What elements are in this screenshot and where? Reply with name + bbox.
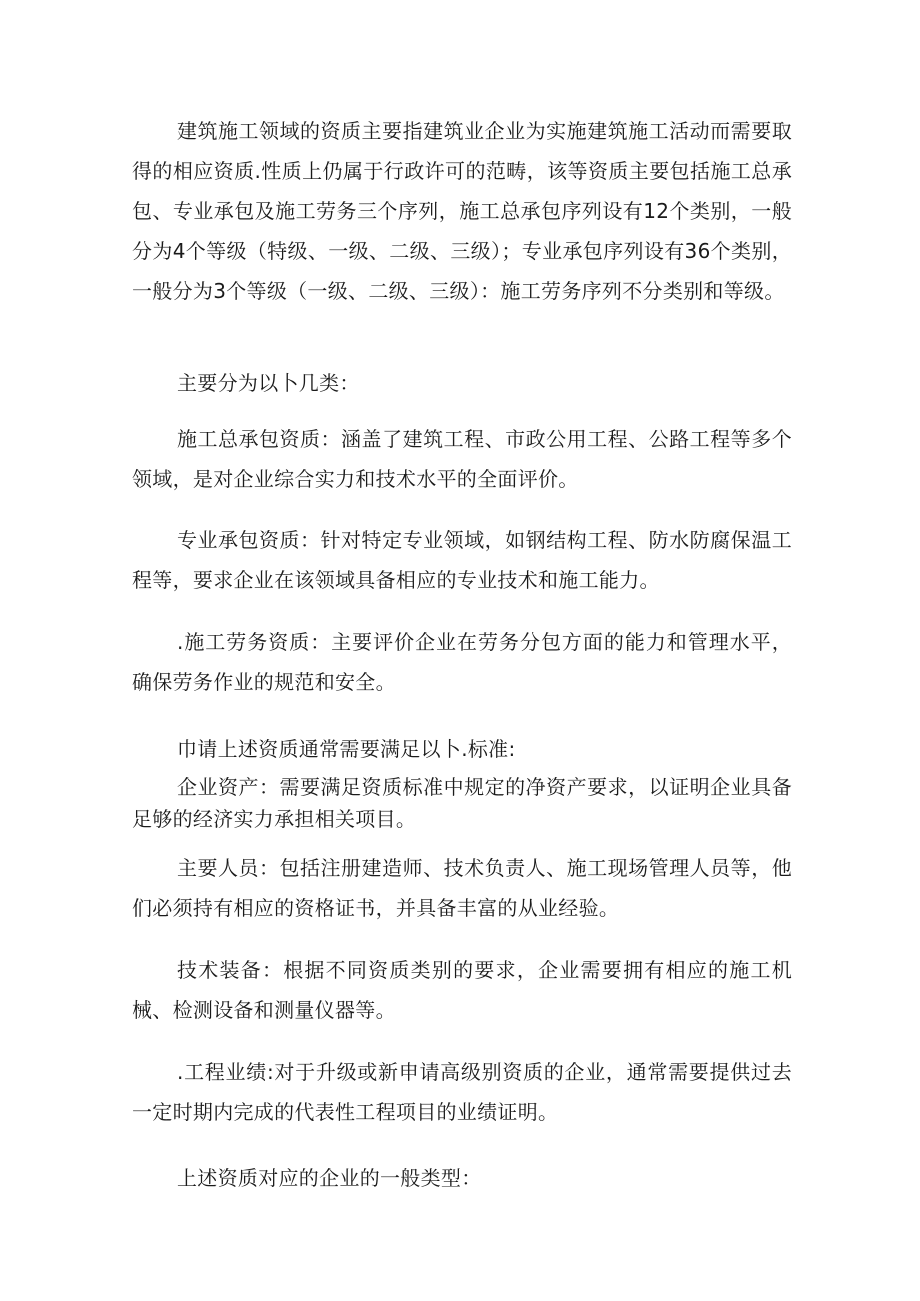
paragraph-qualification-overview: 建筑施工领域的资质主要指建筑业企业为实施建筑施工活动而需要取得的相应资质.性质上仍属于行政许可的范畴，该等资质主要包括施工总承包、专业承包及施工劳务三个序列，施工总承包序列设有12个类别，一般分为4个等级（特级、一级、二级、三级）；专业承包序列设有36个类别，一般分为3个等级（一级、二级、三级）：施工劳务序列不分类别和等级。 [132,119,792,303]
paragraph-labor-services: .施工劳务资质：主要评价企业在劳务分包方面的能力和管理水平，确保劳务作业的规范和安全。 [132,630,792,694]
paragraph-enterprise-assets: 企业资产：需要满足资质标准中规定的净资产要求，以证明企业具备足够的经济实力承担相关项目。 [132,775,792,831]
paragraph-categories-intro: 主要分为以卜几类： [177,371,360,395]
paragraph-general-contracting: 施工总承包资质：涵盖了建筑工程、市政公用工程、公路工程等多个领域，是对企业综合实力和技术水平的全面评价。 [132,427,792,491]
paragraph-technical-equipment: 技术装备：根据不同资质类别的要求，企业需要拥有相应的施工机械、检测设备和测量仪器等。 [132,958,792,1022]
paragraph-project-performance: .工程业绩:对于升级或新申请高级别资质的企业，通常需要提供过去一定时期内完成的代表性工程项目的业绩证明。 [132,1060,792,1124]
paragraph-requirements-intro: 巾请上述资质通常需要满足以卜.标准: [177,737,516,761]
paragraph-specialty-contracting: 专业承包资质：针对特定专业领域，如钢结构工程、防水防腐保温工程等，要求企业在该领域具备相应的专业技术和施工能力。 [132,528,792,592]
paragraph-key-personnel: 主要人员：包括注册建造师、技术负责人、施工现场管理人员等，他们必须持有相应的资格证书，并具备丰富的从业经验。 [132,856,792,920]
paragraph-enterprise-types-intro: 上述资质对应的企业的一般类型： [177,1166,482,1190]
